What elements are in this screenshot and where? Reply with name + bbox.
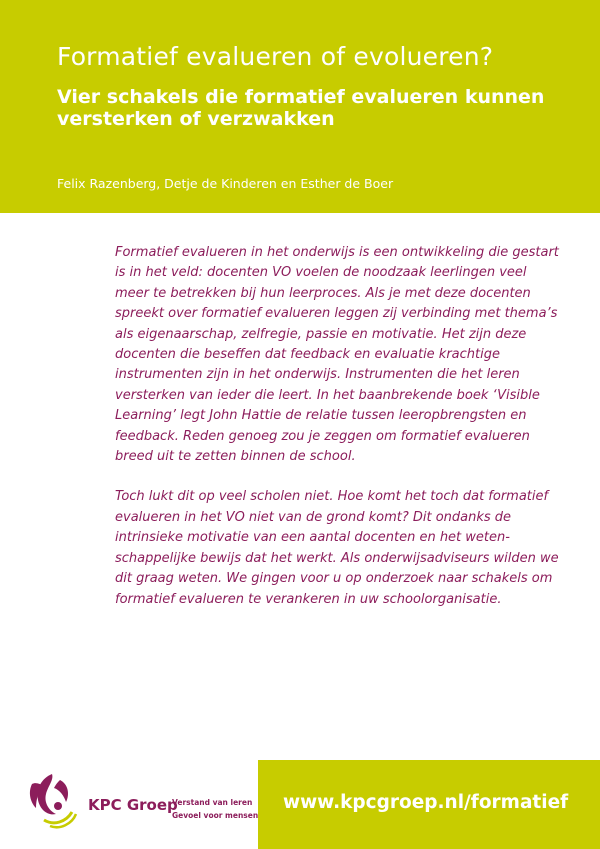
tagline-line-1: Verstand van leren (172, 798, 253, 807)
url-banner (258, 760, 600, 849)
kpc-logo (24, 770, 259, 830)
tagline (172, 796, 258, 822)
brand-name: KPC Groep (88, 796, 178, 814)
document-subtitle: Vier schakels die formatief evalueren kunnen versterken of verzwakken (57, 86, 545, 130)
paragraph-2: Toch lukt dit op veel scholen niet. Hoe komt het toch dat formatief evalueren in het VO niet van de grond komt? Dit ondanks de intrinsieke motivatie van een aantal docenten en het weten-schappelijke bewijs dat het werkt. Als onderwijsadviseurs wilden we dit graag weten. We gingen voor u op onderzoek naar schakels om formatief evalueren te verankeren in uw schoolorganisatie. (115, 489, 559, 607)
document-title: Formatief evalueren of evolueren? (57, 42, 494, 71)
intro-text (115, 243, 560, 630)
kpc-logo-icon (24, 770, 80, 830)
tagline-line-2: Gevoel voor mensen (172, 811, 259, 820)
header-banner (0, 0, 600, 213)
website-link[interactable]: www.kpcgroep.nl/formatief (283, 792, 569, 813)
paragraph-1: Formatief evalueren in het onderwijs is een ontwikkeling die gestart is in het veld: docenten VO voelen de noodzaak leerlingen veel meer te betrekken bij hun leerproces. Als je met deze docenten spreekt over formatief evalueren leggen zij verbinding met thema’s als eigenaarschap, zelfregie, passie en motivatie. Het zijn deze docenten die beseffen dat feedback en evaluatie krachtige instrumenten zijn in het onderwijs. Instrumenten die het leren versterken van ieder die leert. In het baanbrekende boek ‘Visible Learning’ legt John Hattie de relatie tussen leeropbrengsten en feedback. Reden genoeg zou je zeggen om formatief evalueren breed uit te zetten binnen de school. (115, 245, 559, 465)
authors-line: Felix Razenberg, Detje de Kinderen en Esther de Boer (57, 176, 394, 191)
